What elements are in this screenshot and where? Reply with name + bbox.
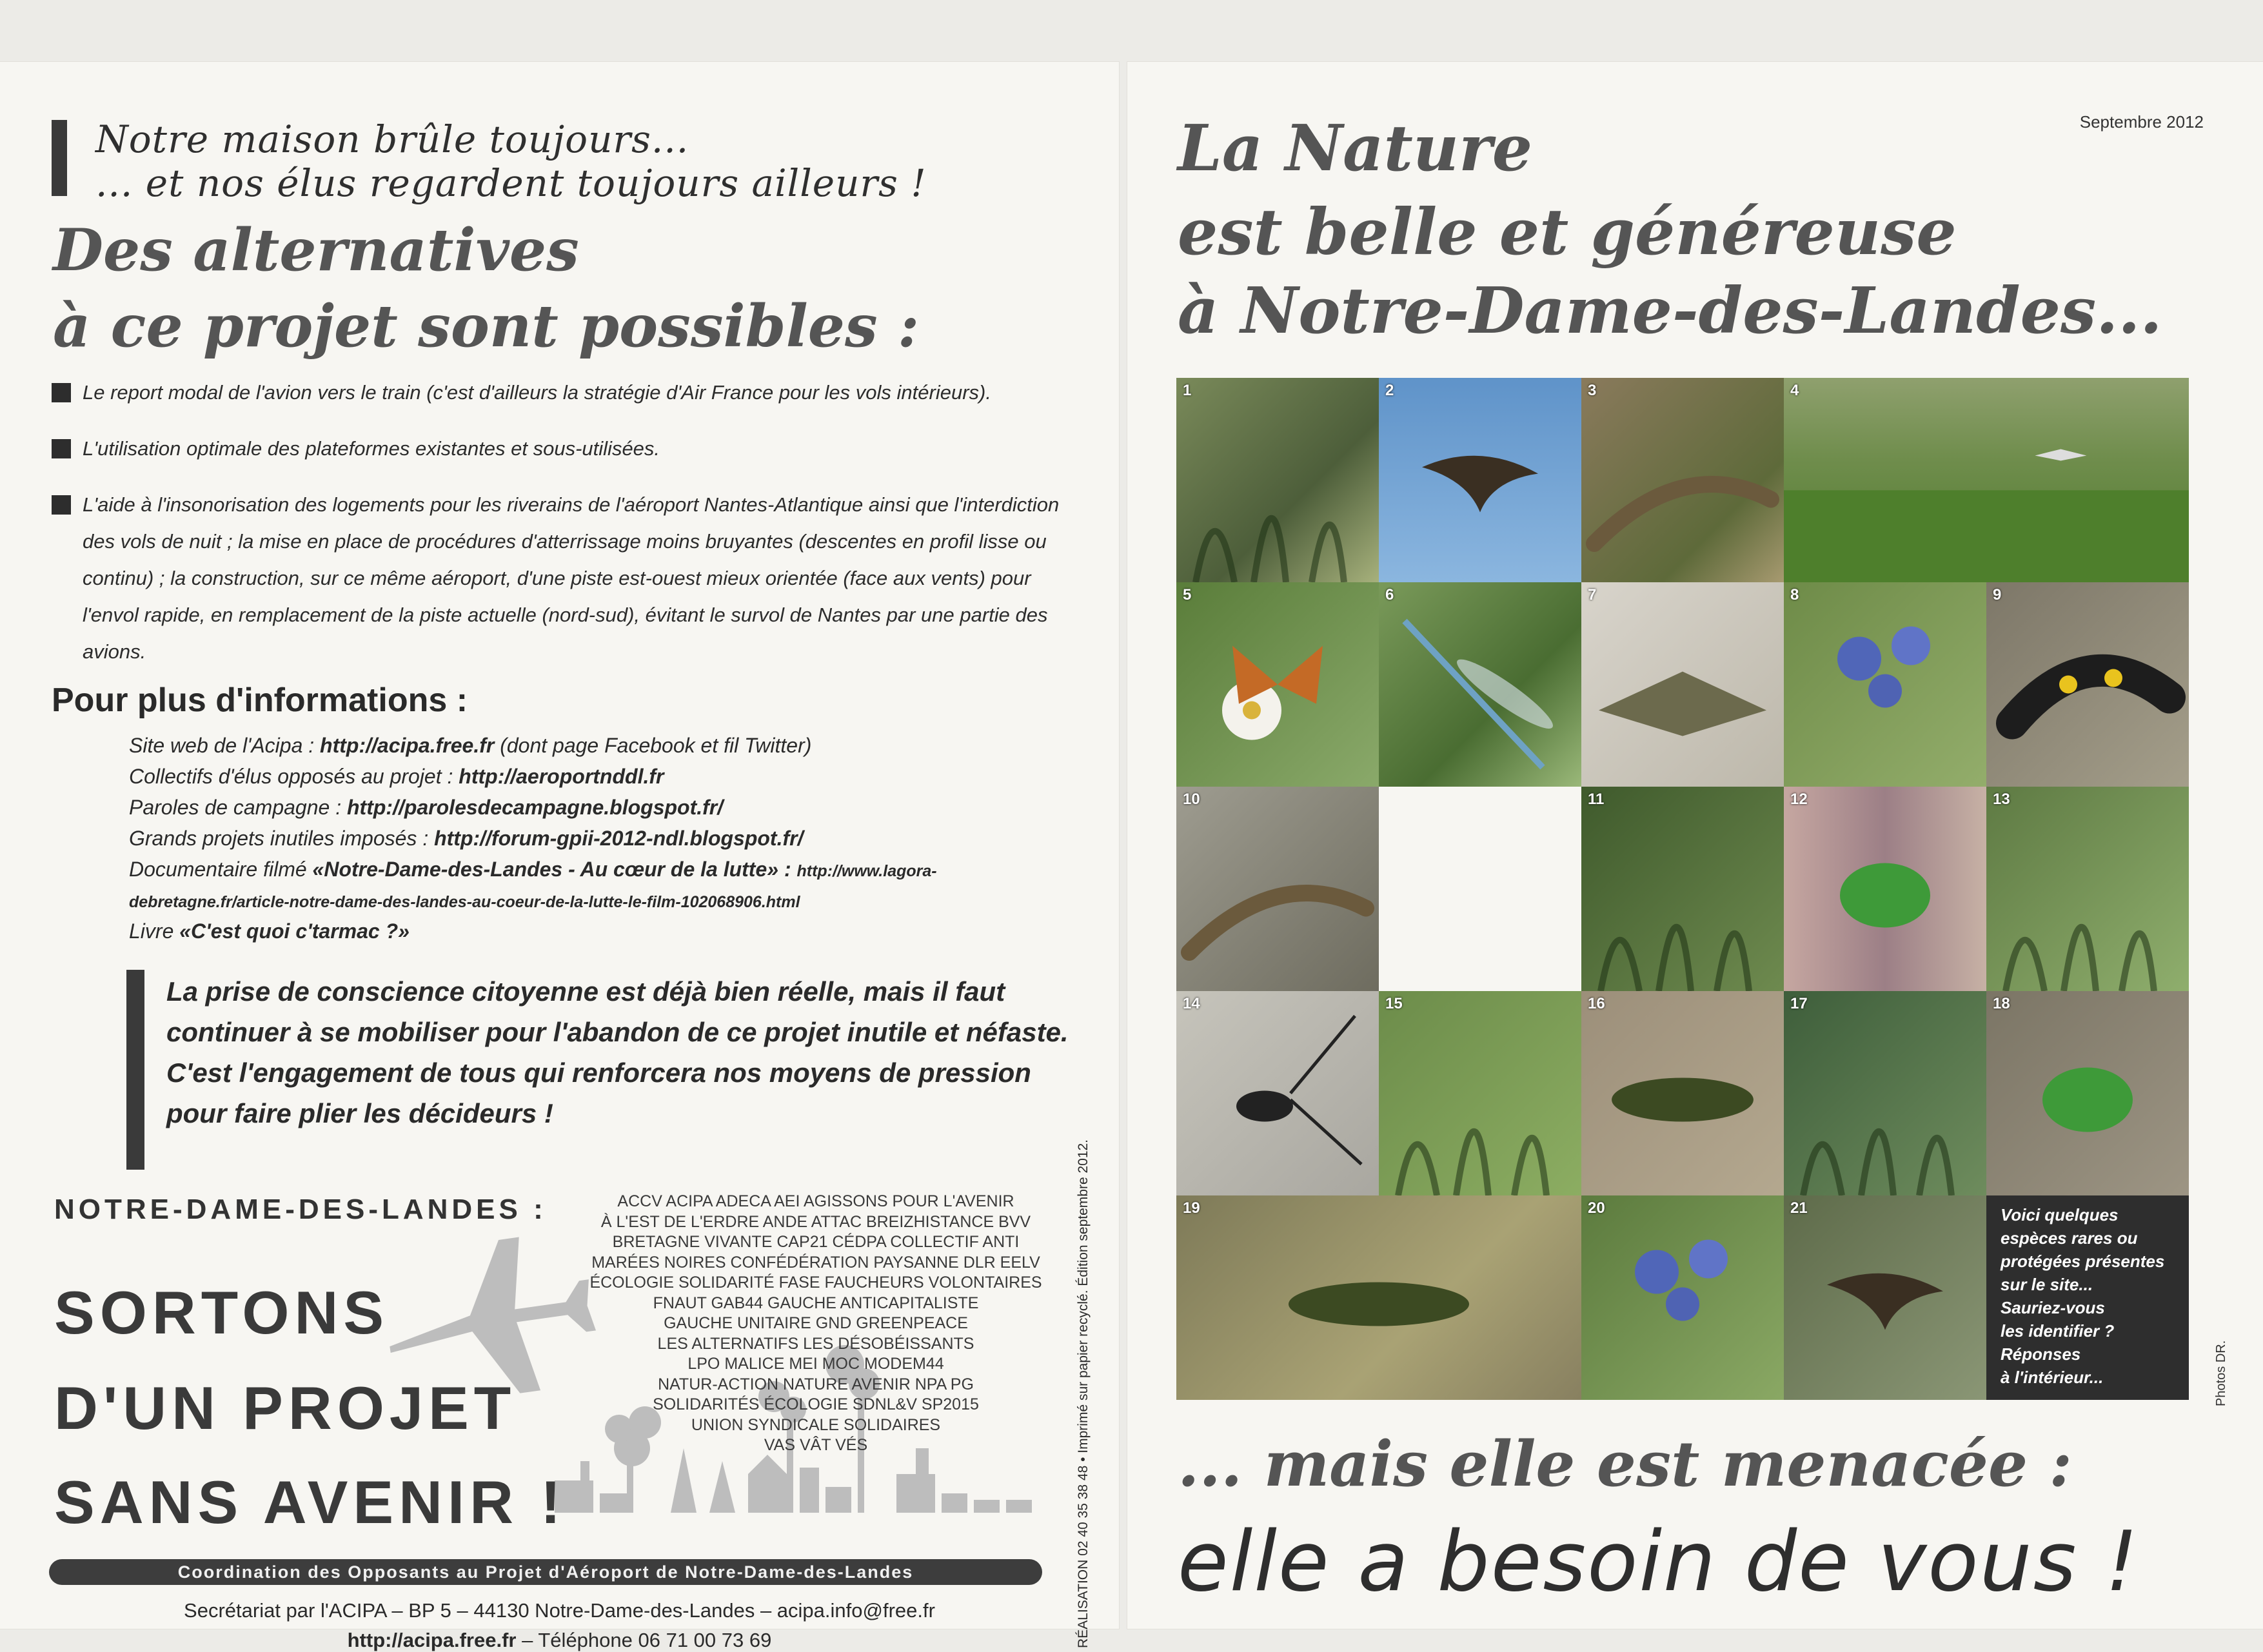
org-line: À L'EST DE L'ERDRE ANDE ATTAC BREIZHISTANCE BVV bbox=[600, 1212, 1031, 1231]
photo-illustration bbox=[1379, 378, 1581, 582]
species-photo-tile bbox=[1379, 991, 1581, 1195]
org-line: MARÉES NOIRES CONFÉDÉRATION PAYSANNE DLR EELV bbox=[591, 1253, 1040, 1272]
info-heading: Pour plus d'informations : bbox=[52, 682, 468, 719]
photo-illustration bbox=[1581, 378, 1784, 582]
alternatives-heading-1: Des alternatives bbox=[53, 216, 579, 284]
slogan-line-2: D'UN PROJET bbox=[54, 1374, 517, 1442]
info-line-paroles bbox=[129, 796, 723, 820]
ndl-label: NOTRE-DAME-DES-LANDES : bbox=[54, 1194, 547, 1225]
bullet-marker bbox=[52, 439, 71, 458]
photo-number: 2 bbox=[1385, 382, 1394, 399]
footer-phone: – Téléphone 06 71 00 73 69 bbox=[516, 1629, 772, 1651]
species-photo-tile bbox=[1784, 378, 2189, 582]
tagline-line-1: Notre maison brûle toujours... bbox=[95, 117, 689, 161]
photo-number: 15 bbox=[1385, 995, 1403, 1012]
photo-number: 3 bbox=[1588, 382, 1597, 399]
footer-address: Secrétariat par l'ACIPA – BP 5 – 44130 Notre-Dame-des-Landes – acipa.info@free.fr bbox=[184, 1599, 935, 1622]
info-link[interactable]: http://forum-gpii-2012-ndl.blogspot.fr/ bbox=[434, 827, 804, 850]
species-photo-tile bbox=[1581, 582, 1784, 787]
species-photo-tile bbox=[1784, 787, 1986, 991]
info-link[interactable]: http://acipa.free.fr bbox=[320, 734, 495, 757]
species-quiz-line: protégées présentes bbox=[2001, 1252, 2165, 1271]
species-quiz-line: Sauriez-vous bbox=[2001, 1298, 2105, 1317]
species-quiz-line: Voici quelques bbox=[2001, 1205, 2119, 1224]
photo-number: 8 bbox=[1790, 586, 1799, 604]
species-photo-tile bbox=[1784, 1195, 1986, 1400]
photo-illustration bbox=[1581, 582, 1784, 787]
photo-number: 19 bbox=[1183, 1199, 1200, 1217]
info-label: Documentaire filmé bbox=[129, 858, 313, 881]
photo-illustration bbox=[1784, 991, 1986, 1195]
photos-credit: Photos DR. bbox=[2214, 1340, 2228, 1406]
org-line: NATUR-ACTION NATURE AVENIR NPA PG bbox=[658, 1375, 974, 1393]
photo-illustration bbox=[1379, 582, 1581, 787]
species-quiz-box bbox=[1986, 1195, 2189, 1400]
species-quiz-line: sur le site... bbox=[2001, 1275, 2093, 1294]
right-page bbox=[1127, 62, 2263, 1629]
info-line-documentaire-cont bbox=[129, 889, 800, 912]
info-link[interactable]: debretagne.fr/article-notre-dame-des-landes-au-coeur-de-la-lutte-le-film-102068906.html bbox=[129, 893, 800, 911]
photo-number: 18 bbox=[1993, 995, 2010, 1012]
org-line: UNION SYNDICALE SOLIDAIRES bbox=[691, 1415, 941, 1434]
photo-number: 7 bbox=[1588, 586, 1597, 604]
photo-number: 10 bbox=[1183, 791, 1200, 808]
bullet-marker bbox=[52, 495, 71, 515]
species-quiz-line: Réponses bbox=[2001, 1344, 2081, 1364]
photo-illustration bbox=[1986, 991, 2189, 1195]
footer-contact bbox=[0, 1629, 1119, 1652]
org-line: FNAUT GAB44 GAUCHE ANTICAPITALISTE bbox=[653, 1293, 979, 1312]
species-photo-tile bbox=[1176, 787, 1379, 991]
title-line-2: est belle et généreuse bbox=[1178, 195, 1957, 270]
org-line: ÉCOLOGIE SOLIDARITÉ FASE FAUCHEURS VOLONTAIRES bbox=[589, 1273, 1042, 1292]
info-label: Grands projets inutiles imposés : bbox=[129, 827, 435, 850]
photo-illustration bbox=[1176, 378, 1379, 582]
org-line: VAS VÂT VÉS bbox=[764, 1436, 868, 1454]
photo-illustration bbox=[1784, 378, 2189, 582]
species-photo-tile bbox=[1784, 991, 1986, 1195]
species-photo-tile bbox=[1986, 582, 2189, 787]
species-photo-tile bbox=[1784, 582, 1986, 787]
species-photo-tile bbox=[1581, 787, 1784, 991]
print-credit: RÉALISATION 02 40 35 38 48 • Imprimé sur papier recyclé. Édition septembre 2012. bbox=[1076, 1139, 1091, 1648]
photo-illustration bbox=[1581, 1195, 1784, 1400]
photo-illustration bbox=[1986, 582, 2189, 787]
photo-illustration bbox=[1176, 991, 1379, 1195]
tagline-line-2: ... et nos élus regardent toujours ailleurs ! bbox=[95, 161, 927, 205]
title-line-1: La Nature bbox=[1178, 112, 1533, 186]
species-photo-tile bbox=[1176, 991, 1379, 1195]
photo-illustration bbox=[1176, 582, 1379, 787]
photo-illustration bbox=[1784, 1195, 1986, 1400]
species-photo-tile bbox=[1379, 582, 1581, 787]
info-line-documentaire bbox=[129, 858, 937, 881]
info-link[interactable]: http://aeroportnddl.fr bbox=[459, 765, 664, 788]
photo-number: 13 bbox=[1993, 791, 2010, 808]
footer-website-link[interactable]: http://acipa.free.fr bbox=[347, 1629, 517, 1651]
info-line-gpii bbox=[129, 827, 803, 851]
org-line: LES ALTERNATIFS LES DÉSOBÉISSANTS bbox=[657, 1334, 974, 1353]
species-photo-grid bbox=[1176, 378, 2190, 1400]
photo-number: 14 bbox=[1183, 995, 1200, 1012]
org-line: BRETAGNE VIVANTE CAP21 CÉDPA COLLECTIF ANTI bbox=[612, 1233, 1020, 1251]
species-photo-tile bbox=[1581, 378, 1784, 582]
info-title: «Notre-Dame-des-Landes - Au cœur de la lutte» : bbox=[312, 858, 797, 881]
org-line: GAUCHE UNITAIRE GND GREENPEACE bbox=[664, 1314, 968, 1332]
info-label: Livre bbox=[129, 919, 180, 943]
info-line-elus bbox=[129, 765, 664, 789]
alternative-item: L'aide à l'insonorisation des logements pour les riverains de l'aéroport Nantes-Atlantique ainsi que l'interdiction des vols de nuit ; la mise en place de procédures d'atterrissage moins bruyantes (descentes en profil lisse ou continu) ; la construction, sur ce même aéroport, d'une piste est-ouest mieux orientée (face aux vents) pour l'envol rapide, en remplacement de la piste actuelle (nord-sud), évitant le survol de Nantes par une partie des avions. bbox=[83, 493, 1060, 663]
photo-illustration bbox=[1379, 991, 1581, 1195]
photo-illustration bbox=[1581, 991, 1784, 1195]
info-link[interactable]: http://www.lagora- bbox=[796, 862, 937, 880]
appeal-heading: elle a besoin de vous ! bbox=[1178, 1514, 2140, 1610]
organisations-list bbox=[580, 1192, 1051, 1456]
slogan-line-3: SANS AVENIR ! bbox=[54, 1468, 566, 1536]
photo-illustration bbox=[1581, 787, 1784, 991]
species-photo-tile bbox=[1379, 378, 1581, 582]
species-photo-tile bbox=[1176, 378, 1379, 582]
photo-number: 6 bbox=[1385, 586, 1394, 604]
alternative-item: L'utilisation optimale des plateformes existantes et sous-utilisées. bbox=[83, 437, 660, 460]
photo-number: 9 bbox=[1993, 586, 2002, 604]
threat-heading: ... mais elle est menacée : bbox=[1178, 1428, 2072, 1500]
photo-number: 12 bbox=[1790, 791, 1808, 808]
info-label: Site web de l'Acipa : bbox=[129, 734, 321, 757]
edition-date: Septembre 2012 bbox=[2079, 112, 2204, 132]
species-photo-tile bbox=[1581, 991, 1784, 1195]
info-link[interactable]: http://parolesdecampagne.blogspot.fr/ bbox=[346, 796, 724, 819]
photo-illustration bbox=[1986, 787, 2189, 991]
left-page bbox=[0, 62, 1119, 1651]
photo-illustration bbox=[1176, 787, 1379, 991]
photo-illustration bbox=[1784, 582, 1986, 787]
species-photo-tile bbox=[1176, 1195, 1581, 1400]
info-line-livre bbox=[129, 919, 410, 943]
species-quiz-line: les identifier ? bbox=[2001, 1321, 2115, 1341]
bullet-marker bbox=[52, 383, 71, 402]
photo-number: 5 bbox=[1183, 586, 1192, 604]
photo-number: 11 bbox=[1588, 791, 1605, 808]
coordination-band: Coordination des Opposants au Projet d'Aéroport de Notre-Dame-des-Landes bbox=[49, 1559, 1042, 1585]
title-line-3: à Notre-Dame-des-Landes... bbox=[1178, 274, 2162, 348]
species-quiz-line: à l'intérieur... bbox=[2001, 1368, 2104, 1387]
org-line: ACCV ACIPA ADECA AEI AGISSONS POUR L'AVENIR bbox=[617, 1192, 1014, 1210]
species-photo-tile bbox=[1581, 1195, 1784, 1400]
species-photo-tile bbox=[1986, 787, 2189, 991]
species-photo-tile bbox=[1986, 991, 2189, 1195]
call-bar bbox=[126, 970, 144, 1170]
info-title: «C'est quoi c'tarmac ?» bbox=[179, 919, 410, 943]
heading-bar bbox=[52, 120, 67, 196]
photo-number: 21 bbox=[1790, 1199, 1808, 1217]
org-line: SOLIDARITÉS ÉCOLOGIE SDNL&V SP2015 bbox=[653, 1395, 979, 1413]
photo-illustration bbox=[1176, 1195, 1581, 1400]
info-suffix: (dont page Facebook et fil Twitter) bbox=[494, 734, 812, 757]
photo-illustration bbox=[1784, 787, 1986, 991]
alternatives-heading-2: à ce projet sont possibles : bbox=[53, 292, 920, 360]
info-line-acipa bbox=[129, 734, 811, 758]
photo-number: 17 bbox=[1790, 995, 1808, 1012]
info-label: Paroles de campagne : bbox=[129, 796, 347, 819]
alternative-item: Le report modal de l'avion vers le train (c'est d'ailleurs la stratégie d'Air France pour les vols intérieurs). bbox=[83, 381, 991, 404]
species-photo-tile bbox=[1176, 582, 1379, 787]
photo-number: 20 bbox=[1588, 1199, 1605, 1217]
photo-number: 16 bbox=[1588, 995, 1605, 1012]
call-to-action: La prise de conscience citoyenne est déjà bien réelle, mais il faut continuer à se mobiliser pour l'abandon de ce projet inutile et néfaste. C'est l'engagement de tous qui renforcera nos moyens de pression pour faire plier les décideurs ! bbox=[166, 976, 1069, 1128]
info-label: Collectifs d'élus opposés au projet : bbox=[129, 765, 459, 788]
org-line: LPO MALICE MEI MOC MODEM44 bbox=[687, 1355, 944, 1373]
slogan-line-1: SORTONS bbox=[54, 1279, 390, 1346]
photo-number: 4 bbox=[1790, 382, 1799, 399]
photo-number: 1 bbox=[1183, 382, 1192, 399]
species-quiz-line: espèces rares ou bbox=[2001, 1228, 2138, 1248]
